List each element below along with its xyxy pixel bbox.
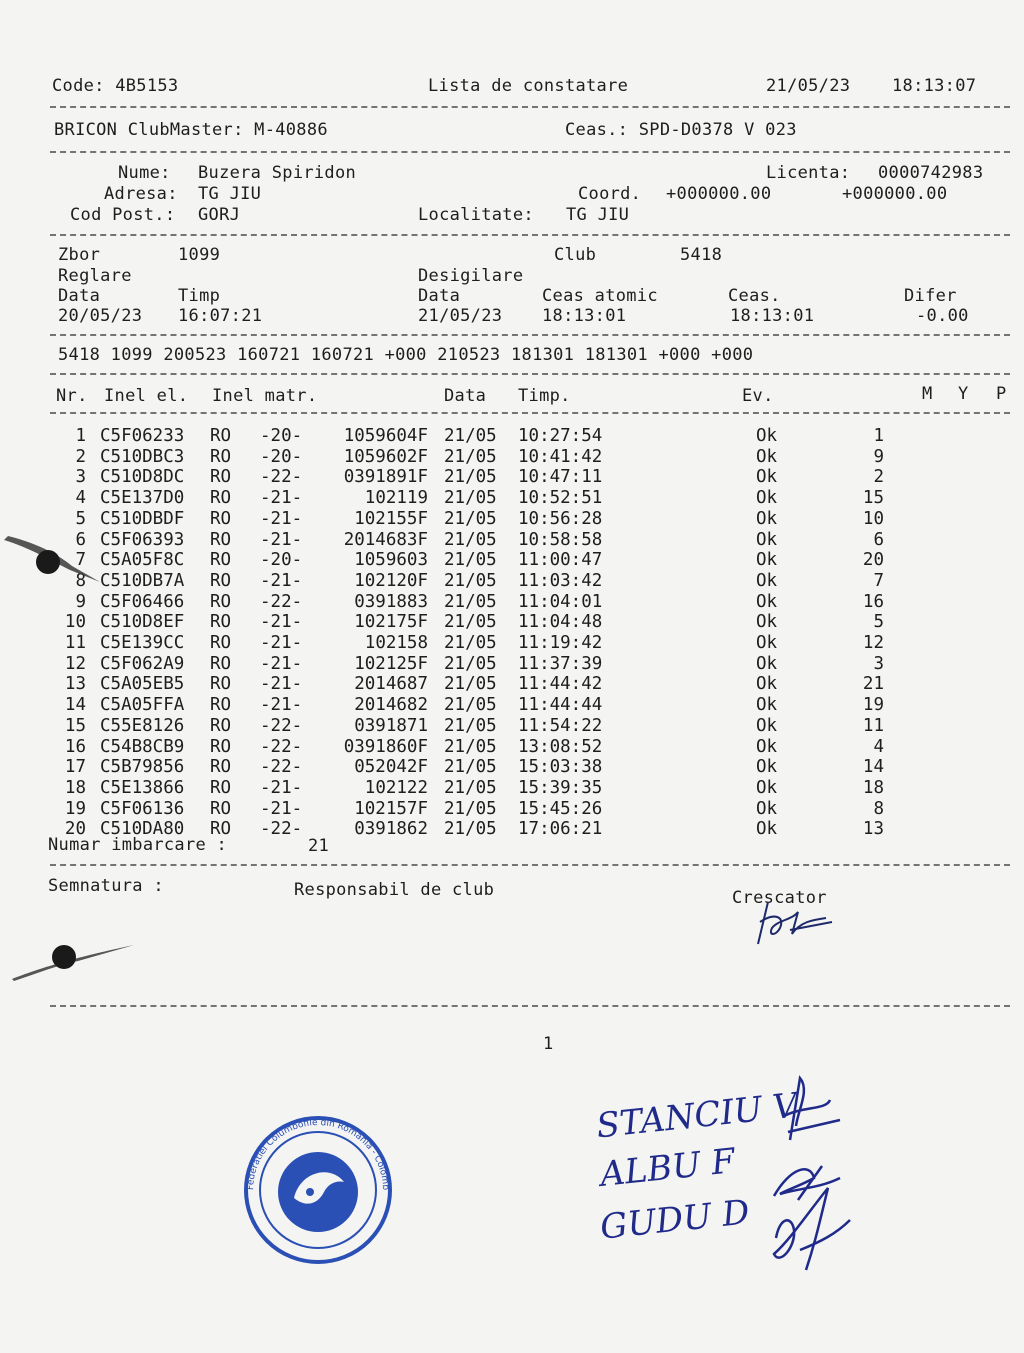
electronic-ring: C5E137D0 <box>100 488 185 509</box>
arrival-time: 10:56:28 <box>518 508 603 529</box>
electronic-ring: C5B79856 <box>100 757 185 778</box>
code-label: Code: 4B5153 <box>52 76 179 96</box>
electronic-ring: C5F06393 <box>100 529 185 550</box>
arrival-time: 11:37:39 <box>518 653 603 674</box>
event-status: Ok <box>756 757 778 778</box>
arrival-time: 10:58:58 <box>518 529 603 550</box>
arrival-time: 10:41:42 <box>518 446 603 467</box>
address-label: Adresa: <box>104 184 178 204</box>
position-number: 7 <box>873 570 884 591</box>
ring-number: 1059603 <box>354 550 428 571</box>
ring-year: -22- <box>260 736 303 757</box>
handwritten-name-3: GUDU D <box>598 1192 752 1248</box>
ring-year: -21- <box>260 798 303 819</box>
row-number: 12 <box>64 653 86 674</box>
ring-number: 0391860F <box>343 736 428 757</box>
club-responsible-label: Responsabil de club <box>294 880 495 900</box>
event-status: Ok <box>756 612 778 633</box>
arrival-date: 21/05 <box>444 488 497 509</box>
event-status: Ok <box>756 674 778 695</box>
event-status: Ok <box>756 695 778 716</box>
position-number: 14 <box>862 757 884 778</box>
federation-stamp <box>240 1112 396 1268</box>
event-status: Ok <box>756 633 778 653</box>
event-status: Ok <box>756 819 778 840</box>
arrival-date: 21/05 <box>444 736 497 757</box>
ring-year: -21- <box>260 570 303 591</box>
ring-year: -21- <box>260 488 303 509</box>
difer-value: -0.00 <box>916 306 969 326</box>
electronic-ring: C510DBDF <box>100 508 185 529</box>
arrival-date: 21/05 <box>444 633 497 653</box>
electronic-ring: C5F06233 <box>100 426 185 446</box>
ring-year: -22- <box>260 819 303 840</box>
row-number: 15 <box>64 715 86 736</box>
ring-year: -21- <box>260 777 303 798</box>
event-status: Ok <box>756 529 778 550</box>
col-m-header: M <box>922 384 933 404</box>
event-status: Ok <box>756 653 778 674</box>
event-status: Ok <box>756 550 778 571</box>
col-timp-header: Timp. <box>518 386 571 406</box>
row-number: 2 <box>75 446 86 467</box>
country-code: RO <box>210 426 232 446</box>
arrival-time: 11:03:42 <box>518 570 603 591</box>
ring-year: -21- <box>260 695 303 716</box>
event-status: Ok <box>756 736 778 757</box>
table-row <box>0 509 1024 530</box>
electronic-ring: C510D8EF <box>100 612 185 633</box>
table-row <box>0 592 1024 613</box>
table-row <box>0 695 1024 716</box>
desig-date: 21/05/23 <box>418 306 503 326</box>
row-number: 4 <box>75 488 86 509</box>
col-ev-header: Ev. <box>742 386 774 406</box>
arrival-date: 21/05 <box>444 798 497 819</box>
electronic-ring: C5A05EB5 <box>100 674 185 695</box>
ring-year: -22- <box>260 715 303 736</box>
arrival-date: 21/05 <box>444 653 497 674</box>
electronic-ring: C5A05FFA <box>100 695 185 716</box>
arrival-time: 10:27:54 <box>518 426 603 446</box>
arrival-time: 17:06:21 <box>518 819 603 840</box>
difer-label: Difer <box>904 286 957 306</box>
arrival-time: 10:52:51 <box>518 488 603 509</box>
ring-number: 1059604F <box>343 426 428 446</box>
handwritten-name-1: STANCIU V <box>594 1085 800 1147</box>
divider <box>50 373 1010 375</box>
event-status: Ok <box>756 591 778 612</box>
country-code: RO <box>210 508 232 529</box>
arrival-date: 21/05 <box>444 819 497 840</box>
header-date: 21/05/23 <box>766 76 851 96</box>
zbor-value: 1099 <box>178 245 221 265</box>
coord-x: +000000.00 <box>666 184 772 204</box>
table-row <box>0 426 1024 447</box>
country-code: RO <box>210 612 232 633</box>
page-number: 1 <box>543 1034 554 1054</box>
electronic-ring: C510DBC3 <box>100 446 185 467</box>
device-label: BRICON ClubMaster: M-40886 <box>54 120 328 140</box>
country-code: RO <box>210 488 232 509</box>
electronic-ring: C54B8CB9 <box>100 736 185 757</box>
country-code: RO <box>210 715 232 736</box>
country-code: RO <box>210 591 232 612</box>
ring-year: -21- <box>260 529 303 550</box>
arrival-time: 11:04:01 <box>518 591 603 612</box>
ink-stain <box>8 935 138 985</box>
atomic-time: 18:13:01 <box>542 306 627 326</box>
coord-y: +000000.00 <box>842 184 948 204</box>
table-row <box>0 757 1024 778</box>
desigilare-label: Desigilare <box>418 266 524 286</box>
arrival-date: 21/05 <box>444 426 497 446</box>
arrival-date: 21/05 <box>444 674 497 695</box>
arrival-date: 21/05 <box>444 757 497 778</box>
event-status: Ok <box>756 570 778 591</box>
ring-number: 2014683F <box>343 529 428 550</box>
desig-data-label: Data <box>418 286 461 306</box>
arrival-date: 21/05 <box>444 591 497 612</box>
electronic-ring: C510DB7A <box>100 570 185 591</box>
ring-number: 2014682 <box>354 695 428 716</box>
country-code: RO <box>210 653 232 674</box>
country-code: RO <box>210 674 232 695</box>
electronic-ring: C5A05F8C <box>100 550 185 571</box>
ring-number: 0391871 <box>354 715 428 736</box>
row-number: 5 <box>75 508 86 529</box>
clock-time: 18:13:01 <box>730 306 815 326</box>
ring-number: 102122 <box>364 777 428 798</box>
row-number: 7 <box>75 550 86 571</box>
arrival-date: 21/05 <box>444 529 497 550</box>
ring-year: -20- <box>260 550 303 571</box>
position-number: 4 <box>873 736 884 757</box>
arrival-date: 21/05 <box>444 715 497 736</box>
ring-number: 102158 <box>364 633 428 653</box>
handwritten-name-2: ALBU F <box>598 1141 737 1195</box>
ring-year: -22- <box>260 591 303 612</box>
event-status: Ok <box>756 777 778 798</box>
divider <box>50 412 1010 414</box>
row-number: 6 <box>75 529 86 550</box>
event-status: Ok <box>756 508 778 529</box>
col-nr-header: Nr. <box>56 386 88 406</box>
ring-number: 0391862 <box>354 819 428 840</box>
ring-number: 102125F <box>354 653 428 674</box>
col-inel-el-header: Inel el. <box>104 386 189 406</box>
reglare-label: Reglare <box>58 266 132 286</box>
position-number: 12 <box>862 633 884 653</box>
event-status: Ok <box>756 446 778 467</box>
ring-number: 102175F <box>354 612 428 633</box>
ring-year: -20- <box>260 446 303 467</box>
divider <box>50 234 1010 236</box>
position-number: 20 <box>862 550 884 571</box>
position-number: 15 <box>862 488 884 509</box>
summary-line: 5418 1099 200523 160721 160721 +000 210523 181301 181301 +000 +000 <box>58 345 754 365</box>
table-row <box>0 633 1024 654</box>
table-row <box>0 799 1024 820</box>
country-code: RO <box>210 798 232 819</box>
arrival-date: 21/05 <box>444 446 497 467</box>
row-number: 18 <box>64 777 86 798</box>
electronic-ring: C5F062A9 <box>100 653 185 674</box>
ring-number: 052042F <box>354 757 428 778</box>
country-code: RO <box>210 819 232 840</box>
arrival-time: 11:19:42 <box>518 633 603 653</box>
divider <box>50 106 1010 108</box>
row-number: 10 <box>64 612 86 633</box>
table-row <box>0 674 1024 695</box>
country-code: RO <box>210 695 232 716</box>
position-number: 1 <box>873 426 884 446</box>
header-time: 18:13:07 <box>892 76 977 96</box>
row-number: 3 <box>75 467 86 488</box>
club-label: Club <box>554 245 597 265</box>
electronic-ring: C510D8DC <box>100 467 185 488</box>
position-number: 21 <box>862 674 884 695</box>
row-number: 11 <box>64 633 86 653</box>
postal-value: GORJ <box>198 205 241 225</box>
electronic-ring: C5E139CC <box>100 633 185 653</box>
divider <box>50 151 1010 153</box>
position-number: 13 <box>862 819 884 840</box>
position-number: 11 <box>862 715 884 736</box>
license-label: Licenta: <box>766 163 851 183</box>
arrival-time: 11:44:44 <box>518 695 603 716</box>
ring-year: -21- <box>260 508 303 529</box>
col-inel-matr-header: Inel matr. <box>212 386 318 406</box>
ring-year: -21- <box>260 612 303 633</box>
electronic-ring: C510DA80 <box>100 819 185 840</box>
reglare-date: 20/05/23 <box>58 306 143 326</box>
col-y-header: Y <box>958 384 969 404</box>
country-code: RO <box>210 467 232 488</box>
divider <box>50 864 1010 866</box>
owner-name: Buzera Spiridon <box>198 163 357 183</box>
ring-year: -21- <box>260 633 303 653</box>
arrival-time: 13:08:52 <box>518 736 603 757</box>
name-label: Nume: <box>118 163 171 183</box>
locality-value: TG JIU <box>566 205 630 225</box>
table-row <box>0 488 1024 509</box>
reglare-timp-label: Timp <box>178 286 221 306</box>
row-number: 1 <box>75 426 86 446</box>
table-row <box>0 467 1024 488</box>
table-row <box>0 778 1024 799</box>
table-row <box>0 530 1024 551</box>
zbor-label: Zbor <box>58 245 101 265</box>
arrival-time: 11:54:22 <box>518 715 603 736</box>
breeder-label: Crescator <box>732 888 827 908</box>
breeder-signature <box>740 892 840 952</box>
row-number: 17 <box>64 757 86 778</box>
ring-number: 102155F <box>354 508 428 529</box>
atomic-clock-label: Ceas atomic <box>542 286 658 306</box>
row-number: 8 <box>75 570 86 591</box>
ring-year: -22- <box>260 467 303 488</box>
arrival-time: 11:00:47 <box>518 550 603 571</box>
ring-number: 0391883 <box>354 591 428 612</box>
country-code: RO <box>210 570 232 591</box>
ring-number: 0391891F <box>343 467 428 488</box>
arrival-date: 21/05 <box>444 612 497 633</box>
position-number: 16 <box>862 591 884 612</box>
document-title: Lista de constatare <box>428 76 629 96</box>
ring-number: 2014687 <box>354 674 428 695</box>
clock-label: Ceas.: SPD-D0378 V 023 <box>565 120 797 140</box>
clock-time-label: Ceas. <box>728 286 781 306</box>
country-code: RO <box>210 757 232 778</box>
table-row <box>0 447 1024 468</box>
row-number: 9 <box>75 591 86 612</box>
col-data-header: Data <box>444 386 487 406</box>
row-number: 20 <box>64 819 86 840</box>
reglare-data-label: Data <box>58 286 101 306</box>
position-number: 6 <box>873 529 884 550</box>
country-code: RO <box>210 777 232 798</box>
license-number: 0000742983 <box>878 163 984 183</box>
table-row <box>0 571 1024 592</box>
arrival-time: 15:39:35 <box>518 777 603 798</box>
table-row <box>0 737 1024 758</box>
table-row <box>0 716 1024 737</box>
stamp-text: Federatiei Columbofile din Romania - Colomb <box>245 1117 391 1191</box>
arrival-time: 11:44:42 <box>518 674 603 695</box>
ink-stain <box>0 530 110 590</box>
country-code: RO <box>210 633 232 653</box>
table-row <box>0 612 1024 633</box>
arrival-date: 21/05 <box>444 777 497 798</box>
event-status: Ok <box>756 715 778 736</box>
ring-year: -21- <box>260 653 303 674</box>
country-code: RO <box>210 529 232 550</box>
position-number: 8 <box>873 798 884 819</box>
position-number: 3 <box>873 653 884 674</box>
embark-count: 21 <box>308 836 330 856</box>
event-status: Ok <box>756 488 778 509</box>
row-number: 16 <box>64 736 86 757</box>
arrival-date: 21/05 <box>444 695 497 716</box>
owner-address: TG JIU <box>198 184 262 204</box>
arrival-time: 10:47:11 <box>518 467 603 488</box>
club-value: 5418 <box>680 245 723 265</box>
ring-number: 102120F <box>354 570 428 591</box>
event-status: Ok <box>756 426 778 446</box>
position-number: 5 <box>873 612 884 633</box>
position-number: 2 <box>873 467 884 488</box>
arrival-date: 21/05 <box>444 570 497 591</box>
ring-year: -21- <box>260 674 303 695</box>
electronic-ring: C5E13866 <box>100 777 185 798</box>
embark-label: Numar imbarcare : <box>48 835 228 855</box>
event-status: Ok <box>756 798 778 819</box>
ring-number: 102157F <box>354 798 428 819</box>
col-p-header: P <box>996 384 1007 404</box>
country-code: RO <box>210 446 232 467</box>
divider <box>50 1005 1010 1007</box>
coord-label: Coord. <box>578 184 642 204</box>
ring-year: -22- <box>260 757 303 778</box>
event-status: Ok <box>756 467 778 488</box>
ring-year: -20- <box>260 426 303 446</box>
arrival-date: 21/05 <box>444 467 497 488</box>
position-number: 19 <box>862 695 884 716</box>
arrival-time: 15:45:26 <box>518 798 603 819</box>
signature-label: Semnatura : <box>48 876 164 896</box>
table-row <box>0 654 1024 675</box>
divider <box>50 334 1010 336</box>
locality-label: Localitate: <box>418 205 534 225</box>
row-number: 14 <box>64 695 86 716</box>
country-code: RO <box>210 736 232 757</box>
arrival-time: 11:04:48 <box>518 612 603 633</box>
position-number: 18 <box>862 777 884 798</box>
ring-number: 1059602F <box>343 446 428 467</box>
postal-label: Cod Post.: <box>70 205 176 225</box>
position-number: 10 <box>862 508 884 529</box>
position-number: 9 <box>873 446 884 467</box>
ring-number: 102119 <box>364 488 428 509</box>
electronic-ring: C5F06466 <box>100 591 185 612</box>
arrival-date: 21/05 <box>444 550 497 571</box>
arrival-date: 21/05 <box>444 508 497 529</box>
row-number: 19 <box>64 798 86 819</box>
electronic-ring: C5F06136 <box>100 798 185 819</box>
reglare-time: 16:07:21 <box>178 306 263 326</box>
row-number: 13 <box>64 674 86 695</box>
country-code: RO <box>210 550 232 571</box>
table-row <box>0 550 1024 571</box>
electronic-ring: C55E8126 <box>100 715 185 736</box>
arrival-time: 15:03:38 <box>518 757 603 778</box>
committee-signatures <box>770 1070 860 1280</box>
